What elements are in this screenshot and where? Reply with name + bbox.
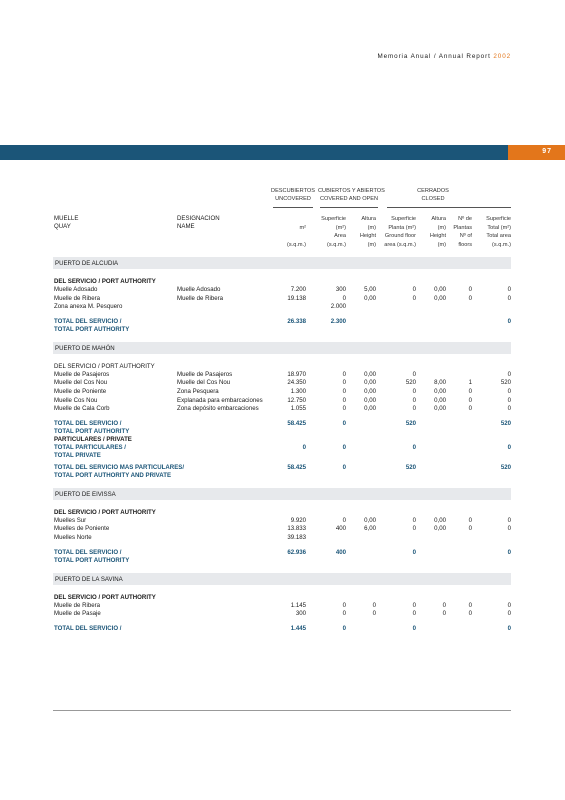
total-label-en: TOTAL PORT AUTHORITY <box>54 326 130 334</box>
total-value: 2.300 <box>330 317 346 325</box>
col-header-quay: MUELLE <box>54 215 79 222</box>
port-section-header <box>53 257 511 269</box>
row-value: 0 <box>468 525 472 533</box>
row-value: 0 <box>507 601 511 609</box>
col-header-cell: floors <box>458 241 472 248</box>
row-value: 0 <box>412 610 416 618</box>
row-quay: Muelle de Ribera <box>54 294 101 302</box>
row-name: Muelle de Ribera <box>177 294 224 302</box>
col-header-quay-en: QUAY <box>54 223 71 230</box>
row-value: 0 <box>468 610 472 618</box>
total-value: 0 <box>507 624 511 632</box>
row-quay: Muelle de Pasaje <box>54 610 101 618</box>
total-value: 0 <box>302 443 306 451</box>
col-header-cell: Superficie <box>486 216 511 222</box>
row-value: 0,00 <box>364 294 376 302</box>
total-value: 0 <box>412 624 416 632</box>
report-year: 2002 <box>493 53 511 60</box>
total-value: 0 <box>507 548 511 556</box>
row-value: 0 <box>342 610 346 618</box>
total-value: 0 <box>507 317 511 325</box>
row-value: 0 <box>342 396 346 404</box>
total-value: 520 <box>500 419 511 427</box>
row-value: 18.970 <box>287 370 306 378</box>
total-label: TOTAL DEL SERVICIO / <box>54 624 122 632</box>
row-value: 400 <box>335 525 346 533</box>
col-header-cell: (m) <box>437 224 446 231</box>
total-label: TOTAL DEL SERVICIO MAS PARTICULARES/ <box>54 463 185 471</box>
row-name: Explanada para embarcaciones <box>177 396 263 404</box>
running-header <box>377 53 511 60</box>
row-value: 0 <box>412 405 416 413</box>
col-header-cell: (m²) <box>335 224 346 231</box>
row-value: 0 <box>342 405 346 413</box>
total-value: 0 <box>342 419 346 427</box>
col-header-cell: m² <box>299 224 306 231</box>
row-value: 7.200 <box>290 286 306 293</box>
row-value: 0,00 <box>434 286 446 293</box>
total-label: TOTAL DEL SERVICIO / <box>54 548 122 556</box>
row-value: 19.138 <box>287 294 306 302</box>
row-quay: Muelles Sur <box>54 516 87 524</box>
row-value: 0 <box>468 405 472 413</box>
row-name: Muelle del Cos Nou <box>177 379 231 387</box>
row-value: 0 <box>507 370 511 378</box>
row-value: 0,00 <box>434 525 446 533</box>
port-name: PUERTO DE LA SAVINA <box>55 575 123 583</box>
col-header-cell: Nº of <box>459 233 472 239</box>
row-value: 520 <box>405 379 416 387</box>
total-label: TOTAL DEL SERVICIO / <box>54 317 122 325</box>
row-name: Zona Pesquera <box>177 388 219 395</box>
row-value: 12.750 <box>287 396 306 404</box>
port-name: PUERTO DE ALCUDIA <box>55 260 119 267</box>
col-header-cell: Altura <box>431 216 446 222</box>
row-value: 0,00 <box>434 388 446 395</box>
group-title: DEL SERVICIO / PORT AUTHORITY <box>54 593 156 601</box>
row-value: 0 <box>342 294 346 302</box>
row-value: 0 <box>342 370 346 378</box>
row-quay: Muelle del Cos Nou <box>54 379 108 387</box>
row-value: 0 <box>412 516 416 524</box>
row-value: 0 <box>468 388 472 395</box>
row-value: 0 <box>442 610 446 618</box>
row-value: 1 <box>468 379 472 387</box>
row-value: 0 <box>342 388 346 395</box>
total-value: 1.445 <box>290 624 306 632</box>
total-value: 26.338 <box>287 317 306 325</box>
col-header-cell: (m) <box>367 241 376 248</box>
total-label-en: TOTAL PORT AUTHORITY AND PRIVATE <box>54 472 172 480</box>
row-value: 0 <box>342 379 346 387</box>
row-value: 520 <box>500 379 511 387</box>
col-header-cell: Planta (m²) <box>388 224 416 231</box>
row-value: 13.833 <box>287 525 306 533</box>
row-value: 0 <box>507 396 511 404</box>
row-value: 0 <box>507 286 511 293</box>
row-value: 0,00 <box>434 516 446 524</box>
col-header-cell: Superficie <box>321 216 346 222</box>
row-value: 0,00 <box>434 405 446 413</box>
row-value: 0,00 <box>434 396 446 404</box>
row-quay: Muelle Adosado <box>54 286 98 293</box>
page-number: 97 <box>542 148 552 155</box>
total-value: 58.425 <box>287 463 306 471</box>
col-header-cell: Nº de <box>458 216 472 222</box>
row-value: 5,00 <box>364 286 376 293</box>
group-header-en: UNCOVERED <box>275 196 311 202</box>
total-value: 520 <box>405 419 416 427</box>
row-value: 0 <box>507 516 511 524</box>
row-value: 9.920 <box>290 516 306 524</box>
total-value: 0 <box>342 463 346 471</box>
group-title: DEL SERVICIO / PORT AUTHORITY <box>54 278 156 285</box>
col-header-cell: (s.q.m.) <box>287 241 306 248</box>
group-rule <box>273 207 313 208</box>
row-quay: Muelle de Ribera <box>54 601 101 609</box>
row-quay: Muelles Norte <box>54 534 92 541</box>
port-section-header <box>53 488 511 500</box>
row-name: Muelle Adosado <box>177 286 221 293</box>
row-value: 0,00 <box>364 396 376 404</box>
row-value: 0,00 <box>364 388 376 395</box>
running-title: Memoria Anual / Annual Report <box>377 53 491 60</box>
row-value: 0 <box>412 525 416 533</box>
total-value: 400 <box>335 548 346 556</box>
col-header-cell: (s.q.m.) <box>492 241 511 248</box>
col-header-cell: Height <box>359 233 376 239</box>
row-value: 0 <box>412 286 416 293</box>
row-value: 0 <box>412 396 416 404</box>
row-value: 1.055 <box>290 405 306 413</box>
port-name: PUERTO DE MAHÓN <box>55 344 115 352</box>
row-value: 2.000 <box>330 303 346 311</box>
page-band <box>0 145 565 160</box>
row-value: 1.145 <box>290 601 306 609</box>
total-value: 58.425 <box>287 419 306 427</box>
row-value: 0 <box>372 610 376 618</box>
row-quay: Muelles de Poniente <box>54 525 110 533</box>
row-quay: Muelle Cos Nou <box>54 396 98 404</box>
row-value: 39.183 <box>287 534 306 541</box>
row-value: 6,00 <box>364 525 376 533</box>
row-value: 0 <box>468 516 472 524</box>
group-title: DEL SERVICIO / PORT AUTHORITY <box>54 508 156 516</box>
col-header-cell: (s.q.m.) <box>327 241 346 248</box>
row-value: 0 <box>507 294 511 302</box>
row-value: 0 <box>507 388 511 395</box>
row-value: 0 <box>468 286 472 293</box>
col-header-cell: (m) <box>437 241 446 248</box>
row-value: 8,00 <box>434 379 446 387</box>
row-value: 0 <box>442 601 446 609</box>
row-value: 0 <box>507 610 511 618</box>
row-value: 0 <box>468 601 472 609</box>
table-bottom-rule <box>53 710 511 711</box>
row-value: 1.300 <box>290 388 306 395</box>
page-number-tab <box>508 145 565 160</box>
col-header-cell: Total area <box>486 233 511 239</box>
total-value: 0 <box>507 443 511 451</box>
row-value: 0 <box>412 294 416 302</box>
total-label: TOTAL PARTICULARES / <box>54 443 126 451</box>
total-label-en: TOTAL PRIVATE <box>54 452 101 460</box>
row-value: 0 <box>342 601 346 609</box>
row-value: 0,00 <box>364 516 376 524</box>
row-value: 0 <box>342 516 346 524</box>
total-label: TOTAL DEL SERVICIO / <box>54 419 122 427</box>
row-value: 0 <box>507 405 511 413</box>
total-value: 520 <box>405 463 416 471</box>
col-header-cell: Superficie <box>391 216 416 222</box>
row-name: Muelle de Pasajeros <box>177 370 233 378</box>
total-label-en: TOTAL PORT AUTHORITY <box>54 428 130 436</box>
port-section-header <box>53 342 511 354</box>
port-section-header <box>53 573 511 585</box>
total-value: 0 <box>412 443 416 451</box>
row-value: 0 <box>412 601 416 609</box>
total-label-en: TOTAL PORT AUTHORITY <box>54 557 130 565</box>
total-value: 0 <box>412 548 416 556</box>
col-header-cell: Total (m²) <box>487 224 511 231</box>
group-rule <box>387 207 511 208</box>
port-name: PUERTO DE EIVISSA <box>55 490 116 498</box>
col-header-cell: Ground floor <box>384 233 416 239</box>
row-value: 0 <box>412 388 416 395</box>
row-quay: Zona anexa M. Pesquero <box>54 303 123 311</box>
row-value: 300 <box>335 286 346 293</box>
total-value: 62.936 <box>287 548 306 556</box>
total-value: 520 <box>500 463 511 471</box>
col-header-name-en: NAME <box>177 223 195 230</box>
row-value: 0 <box>468 396 472 404</box>
row-value: 0 <box>372 601 376 609</box>
row-value: 0 <box>468 294 472 302</box>
group-title: DEL SERVICIO / PORT AUTHORITY <box>54 362 155 370</box>
col-header-cell: Height <box>429 233 446 239</box>
row-name: Zona depósito embarcaciones <box>177 405 259 413</box>
col-header-cell: Plantas <box>453 224 472 231</box>
group-rule <box>320 207 378 208</box>
row-value: 0,00 <box>364 379 376 387</box>
row-value: 300 <box>295 610 306 618</box>
row-value: 0,00 <box>364 405 376 413</box>
group-header-es: CERRADOS <box>417 188 449 194</box>
group-header-en: COVERED AND OPEN <box>319 196 379 202</box>
row-quay: Muelle de Pasajeros <box>54 370 110 378</box>
group-header-es: DESCUBIERTOS <box>271 188 315 194</box>
row-value: 24.350 <box>287 379 306 387</box>
group-header-es: CUBIERTOS Y ABIERTOS <box>318 188 385 194</box>
col-header-name: DESIGNACION <box>177 215 220 222</box>
col-header-cell: area (s.q.m.) <box>384 241 416 248</box>
row-value: 0,00 <box>434 294 446 302</box>
group-title: PARTICULARES / PRIVATE <box>54 435 132 443</box>
group-header-en: CLOSED <box>421 196 445 202</box>
col-header-cell: (m) <box>367 224 376 231</box>
row-value: 0 <box>412 370 416 378</box>
row-quay: Muelle de Cala Corb <box>54 405 110 413</box>
row-value: 0 <box>507 525 511 533</box>
total-value: 0 <box>342 443 346 451</box>
col-header-cell: Altura <box>361 216 376 222</box>
row-value: 0,00 <box>364 370 376 378</box>
col-header-cell: Area <box>334 233 346 239</box>
total-value: 0 <box>342 624 346 632</box>
row-quay: Muelle de Poniente <box>54 388 107 395</box>
